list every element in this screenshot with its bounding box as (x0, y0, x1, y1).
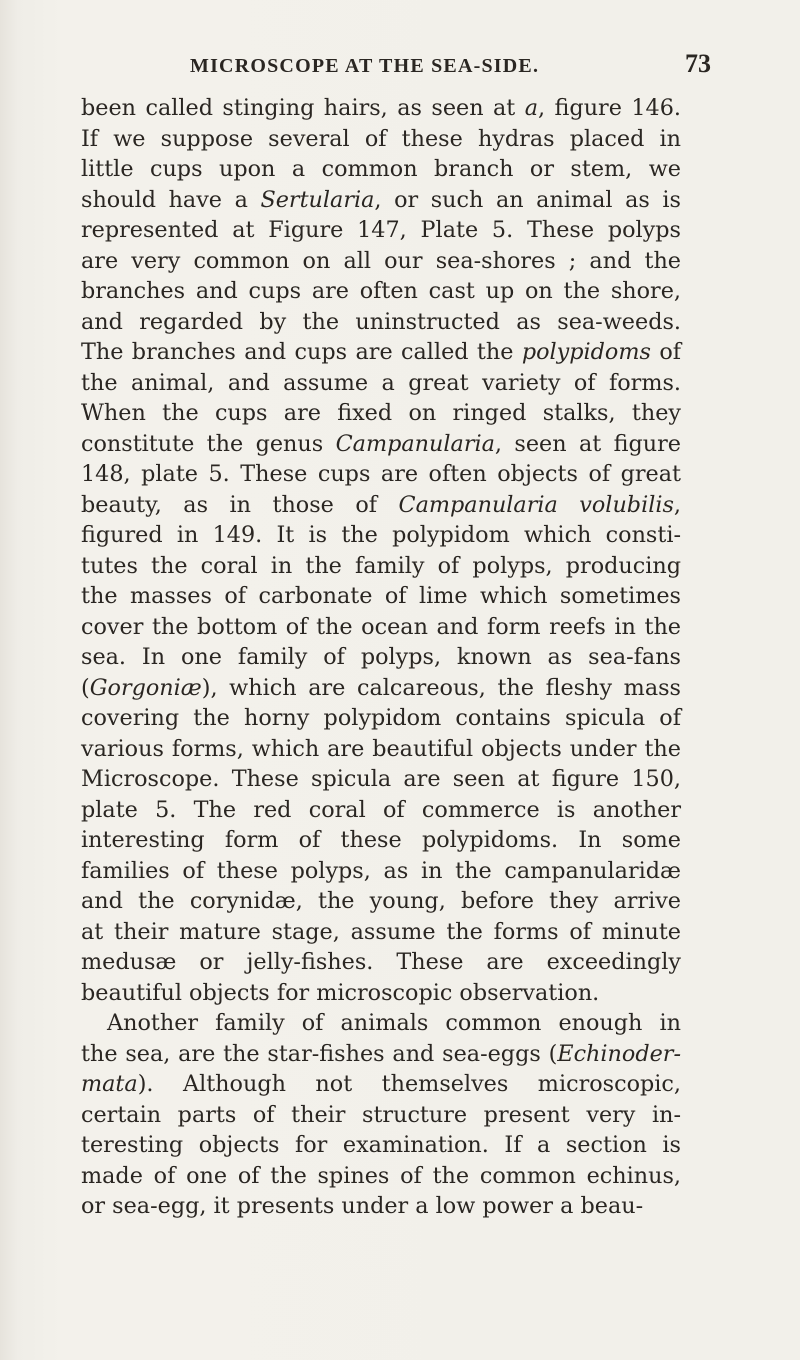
text-line: or sea-egg, it presents under a low power a beau- (81, 1193, 644, 1219)
page-number: 73 (685, 49, 711, 78)
text-line: beautiful objects for microscopic observation. (81, 979, 600, 1006)
text-line: tutes the coral in the family of polyps, producing (81, 552, 681, 579)
text-line: various forms, which are beautiful objects under the (81, 735, 681, 762)
text-line: families of these polyps, as in the campanularidæ (81, 857, 681, 884)
text-line: and regarded by the uninstructed as sea-weeds. (81, 308, 681, 335)
text-line: 148, plate 5. These cups are often objects of great (81, 461, 681, 487)
text-line: covering the horny polypidom contains spicula of (81, 705, 681, 731)
running-head: MICROSCOPE AT THE SEA-SIDE. (190, 55, 540, 77)
text-line: certain parts of their structure present very in- (81, 1101, 681, 1128)
text-line: little cups upon a common branch or stem, we (81, 156, 681, 182)
text-line: beauty, as in those of Campanularia volubilis, (81, 491, 682, 518)
text-line: figured in 149. It is the polypidom which consti- (81, 522, 681, 548)
text-line: cover the bottom of the ocean and form reefs in the (81, 613, 681, 640)
text-line: the animal, and assume a great variety of forms. (81, 369, 681, 396)
text-line: constitute the genus Campanularia, seen at figure (81, 430, 681, 457)
body-text (81, 93, 681, 1222)
text-line: should have a Sertularia, or such an animal as is (81, 186, 681, 213)
text-line: medusæ or jelly-fishes. These are exceedingly (81, 949, 681, 975)
text-line: at their mature stage, assume the forms of minute (81, 918, 681, 945)
text-line: branches and cups are often cast up on the shore, (81, 278, 681, 304)
text-line: When the cups are fixed on ringed stalks, they (81, 400, 681, 426)
text-line: the sea, are the star-fishes and sea-eggs (Echinoder- (81, 1040, 681, 1067)
text-line: The branches and cups are called the polypidoms of (81, 339, 681, 365)
text-line: and the corynidæ, the young, before they arrive (81, 888, 681, 914)
text-line: represented at Figure 147, Plate 5. These polyps (81, 217, 681, 243)
page-header (0, 49, 800, 85)
text-line: interesting form of these polypidoms. In some (81, 827, 681, 853)
text-line: (Gorgoniæ), which are calcareous, the fleshy mass (81, 674, 681, 701)
text-line: If we suppose several of these hydras placed in (81, 125, 681, 152)
text-line: plate 5. The red coral of commerce is another (81, 796, 681, 823)
text-line: made of one of the spines of the common echinus, (81, 1162, 681, 1189)
text-line: are very common on all our sea-shores ; and the (81, 247, 681, 274)
text-line: been called stinging hairs, as seen at a, figure 146. (81, 95, 681, 121)
text-line: the masses of carbonate of lime which sometimes (81, 583, 681, 609)
text-line: teresting objects for examination. If a section is (81, 1132, 681, 1158)
text-line: sea. In one family of polyps, known as sea-fans (81, 644, 681, 670)
text-line: Microscope. These spicula are seen at figure 150, (81, 766, 681, 792)
text-line: Another family of animals common enough in (107, 1010, 681, 1036)
text-line: mata). Although not themselves microscopic, (81, 1071, 681, 1097)
